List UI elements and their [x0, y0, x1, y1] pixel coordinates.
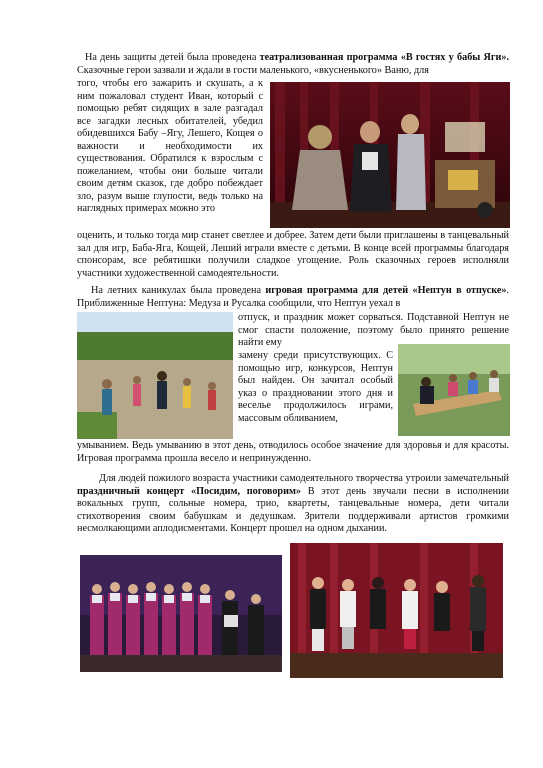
section1-program-title: театрализованная программа «В гостях у бабы Яги».	[259, 52, 509, 63]
section3-text: Для людей пожилого возраста участники самодеятельного творчества утроили замечательный праздничный концерт «Посидим, поговорим» В этот день звучали песни в исполнении вокальных групп, сольные номера, трио, квартеты, танцевальные номера, дети читали стихотворения своим бабушкам и дедушкам. Зрители поддерживали артистов громкими несмолкающими аплодисментами. Концерт прошел на одном дыхании.	[77, 473, 510, 534]
section2-after-text: умыванием. Ведь умыванию в этот день, отводилось особое значение для здоровья и для красоты. Игровая программа прошла весело и непринужденно.	[77, 440, 509, 464]
section1-intro: На день защиты детей была проведена театрализованная программа «В гостях у бабы Яги». Сказочные герои зазвали и ждали в гости маленького, «вкусненького» Ваню, для	[77, 52, 509, 76]
section1-after-text: оценить, и только тогда мир станет светлее и добрее. Затем дети были приглашены в танцевальный зал для игр, Баба-Яга, Кощей, Леший играли вместе с детьми. В конце всей программы благодаря спонсорам, все ребятишки получили сладкое угощение. Роль сказочных героев исполняли участники художественной самодеятельности.	[77, 230, 509, 279]
section2-middle-text: замену среди присутствующих. С помощью игр, конкурсов, Нептун был найден. Он зачитал особый указ о праздновании этого дня и веселье продолжилось играми, массовым обливанием,	[238, 350, 393, 424]
section2-right-text: отпуск, и праздник может сорваться. Подставной Нептун не смог спасти положение, поэтому было принято решение найти ему	[238, 312, 509, 348]
photo-kids-water-game	[398, 344, 510, 436]
section2-program-title: игровая программа для детей «Нептун в отпуске»	[265, 285, 507, 296]
photo-vocal-group	[80, 555, 282, 672]
section2-intro: На летних каникулах была проведена игровая программа для детей «Нептун в отпуске». Приближенные Нептуна: Медуза и Русалка сообщили, что Нептун уехал в	[77, 285, 509, 309]
photo-theatre-stage	[270, 82, 510, 228]
photo-children-reciting	[290, 543, 503, 678]
section3-concert-title: праздничный концерт «Посидим, поговорим»	[77, 485, 302, 497]
photo-outdoor-games	[77, 312, 233, 439]
section1-wrap-text: того, чтобы его зажарить и скушать, а к ним пожаловал студент Иван, который с помощью ребят сидящих в зале разгадал все загадки лесных обитателей, убедил обидевшихся Бабу –Ягу, Лешего, Кощея о важности и необходимости их существования. Обратился к взрослым с пожеланием, чтобы они больше читали своим детям сказок, где добро побеждает зло, разум выше глупости, ведь только на наглядных примерах можно это	[77, 78, 263, 214]
